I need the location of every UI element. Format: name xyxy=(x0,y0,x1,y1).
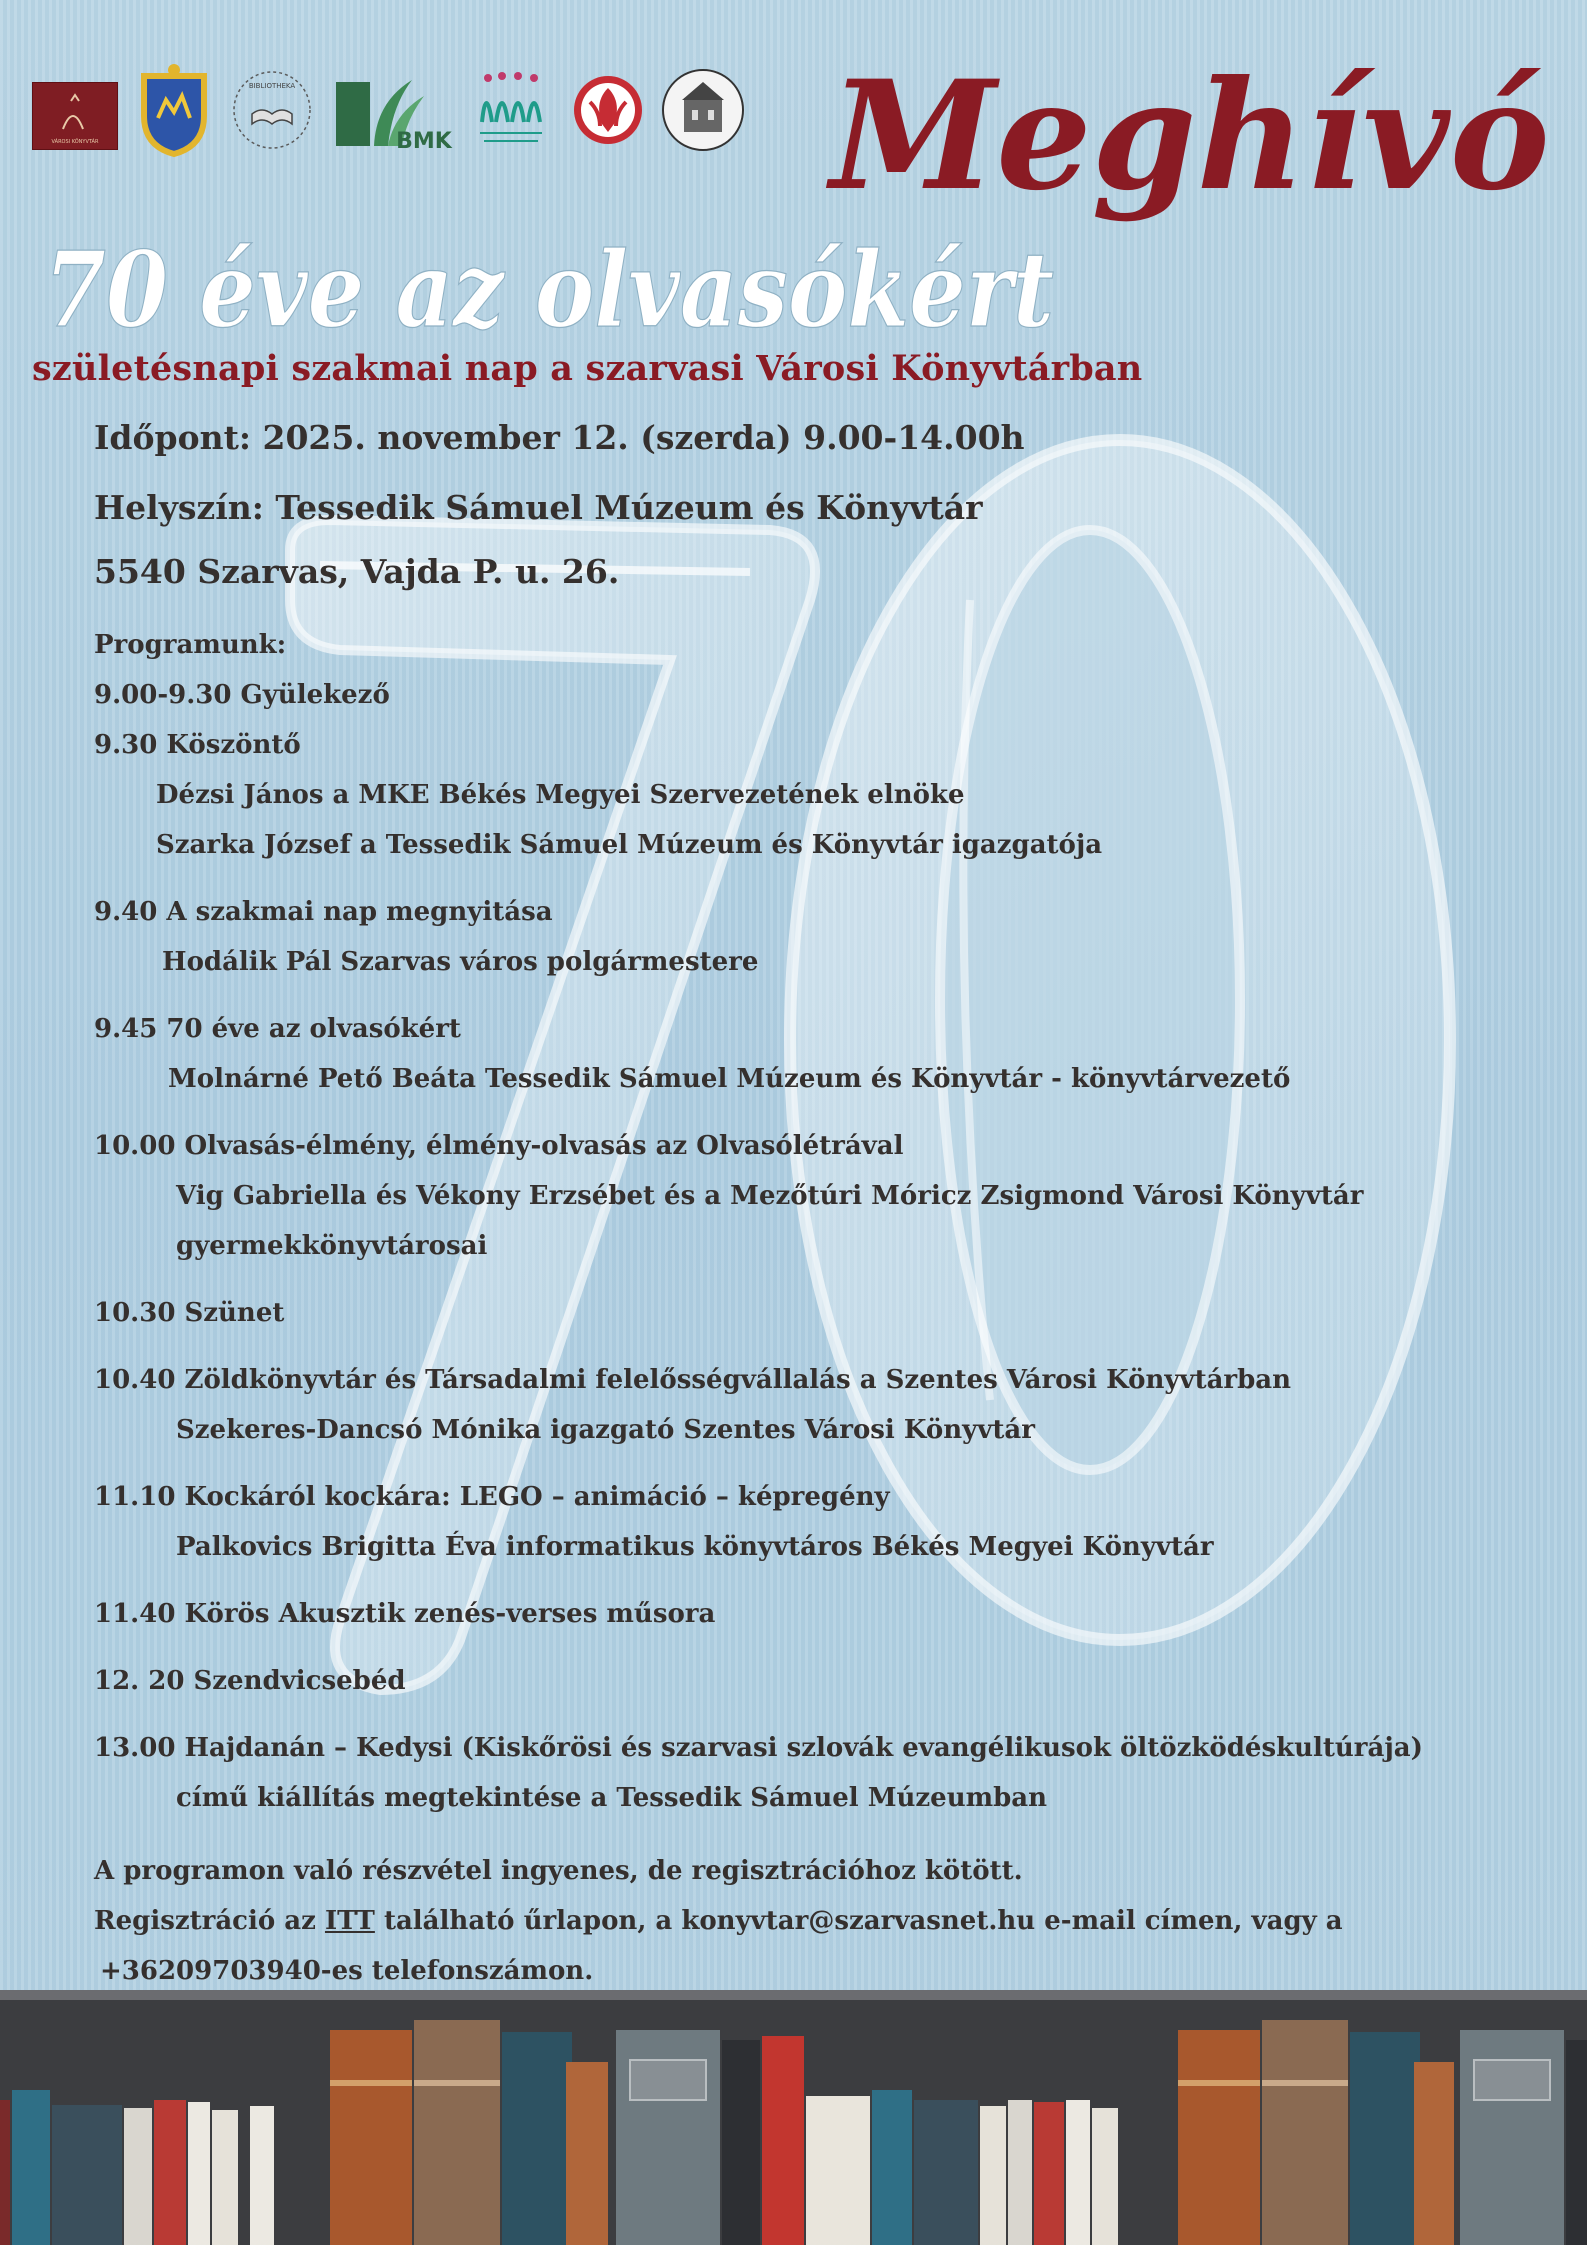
event-place: Helyszín: Tessedik Sámuel Múzeum és Könyvtár xyxy=(94,488,983,527)
program-item: 9.00-9.30 Gyülekező xyxy=(94,680,390,710)
tulip-emblem-logo xyxy=(570,62,646,158)
program-item: 13.00 Hajdanán – Kedysi (Kiskőrösi és szarvasi szlovák evangélikusok öltözködéskultúrája) xyxy=(94,1733,1423,1763)
program-item-speaker: Molnárné Pető Beáta Tessedik Sámuel Múzeum és Könyvtár - könyvtárvezető xyxy=(168,1064,1291,1094)
program-item: 10.40 Zöldkönyvtár és Társadalmi felelősségvállalás a Szentes Városi Könyvtárban xyxy=(94,1365,1292,1395)
program-item: 9.30 Köszöntő xyxy=(94,730,301,760)
program-item-speaker: Palkovics Brigitta Éva informatikus könyvtáros Békés Megyei Könyvtár xyxy=(176,1532,1214,1562)
headline-text: Meghívó xyxy=(830,48,1550,224)
mke-logo xyxy=(472,62,550,158)
program-item: 11.10 Kockáról kockára: LEGO – animáció – képregény xyxy=(94,1482,890,1512)
szarvas-coat-of-arms-logo xyxy=(136,62,212,158)
szarvasi-konyvtar-logo xyxy=(32,82,118,150)
program-item-speaker: Szarka József a Tessedik Sámuel Múzeum és Könyvtár igazgatója xyxy=(156,830,1103,860)
registration-line-3: +36209703940-es telefonszámon. xyxy=(100,1956,594,1986)
program-heading: Programunk: xyxy=(94,630,287,660)
registration-line-2-end: található űrlapon, a konyvtar@szarvasnet.hu e-mail címen, vagy a xyxy=(383,1906,1343,1936)
main-title-text: 70 éve az olvasókért xyxy=(44,228,1054,351)
program-item: 12. 20 Szendvicsebéd xyxy=(94,1666,406,1696)
registration-info xyxy=(94,1846,1343,1996)
registration-link[interactable]: ITT xyxy=(324,1906,375,1936)
event-address: 5540 Szarvas, Vajda P. u. 26. xyxy=(94,552,620,591)
svg-text:VÁROSI KÖNYVTÁR: VÁROSI KÖNYVTÁR xyxy=(51,139,99,145)
program-item-speaker: Vig Gabriella és Vékony Erzsébet és a Mezőtúri Móricz Zsigmond Városi Könyvtár xyxy=(176,1181,1364,1211)
program-list xyxy=(94,620,1534,1823)
program-item-speaker: gyermekkönyvtárosai xyxy=(176,1231,488,1261)
registration-line-2-start: Regisztráció az xyxy=(94,1906,316,1936)
program-item-speaker: című kiállítás megtekintése a Tessedik Sámuel Múzeumban xyxy=(176,1783,1048,1813)
svg-text:BMK: BMK xyxy=(396,129,452,154)
program-item: 11.40 Körös Akusztik zenés-verses műsora xyxy=(94,1599,716,1629)
main-title xyxy=(38,222,1068,352)
tagline: születésnapi szakmai nap a szarvasi Városi Könyvtárban xyxy=(32,348,1143,389)
registration-line-1: A programon való részvétel ingyenes, de regisztrációhoz kötött. xyxy=(94,1856,1023,1886)
svg-text:BIBLIOTHEKA: BIBLIOTHEKA xyxy=(248,82,296,90)
registration-line-2 xyxy=(94,1896,1343,1946)
bmk-logo xyxy=(332,62,452,158)
event-date: Időpont: 2025. november 12. (szerda) 9.00-14.00h xyxy=(94,418,1025,457)
bookshelf-graphic xyxy=(0,1990,1587,2245)
program-item: 10.30 Szünet xyxy=(94,1298,285,1328)
program-item: 9.45 70 éve az olvasókért xyxy=(94,1014,461,1044)
program-item-speaker: Dézsi János a MKE Békés Megyei Szervezetének elnöke xyxy=(156,780,965,810)
program-item: 10.00 Olvasás-élmény, élmény-olvasás az Olvasólétrával xyxy=(94,1131,904,1161)
program-item: 9.40 A szakmai nap megnyitása xyxy=(94,897,553,927)
program-item-speaker: Hodálik Pál Szarvas város polgármestere xyxy=(162,947,759,977)
szarvasi-bibliotheka-alapitvany-logo xyxy=(230,62,314,158)
mezotur-konyvtar-logo xyxy=(658,62,748,158)
invitation-headline xyxy=(820,40,1560,230)
program-item-speaker: Szekeres-Dancsó Mónika igazgató Szentes Városi Könyvtár xyxy=(176,1415,1035,1445)
